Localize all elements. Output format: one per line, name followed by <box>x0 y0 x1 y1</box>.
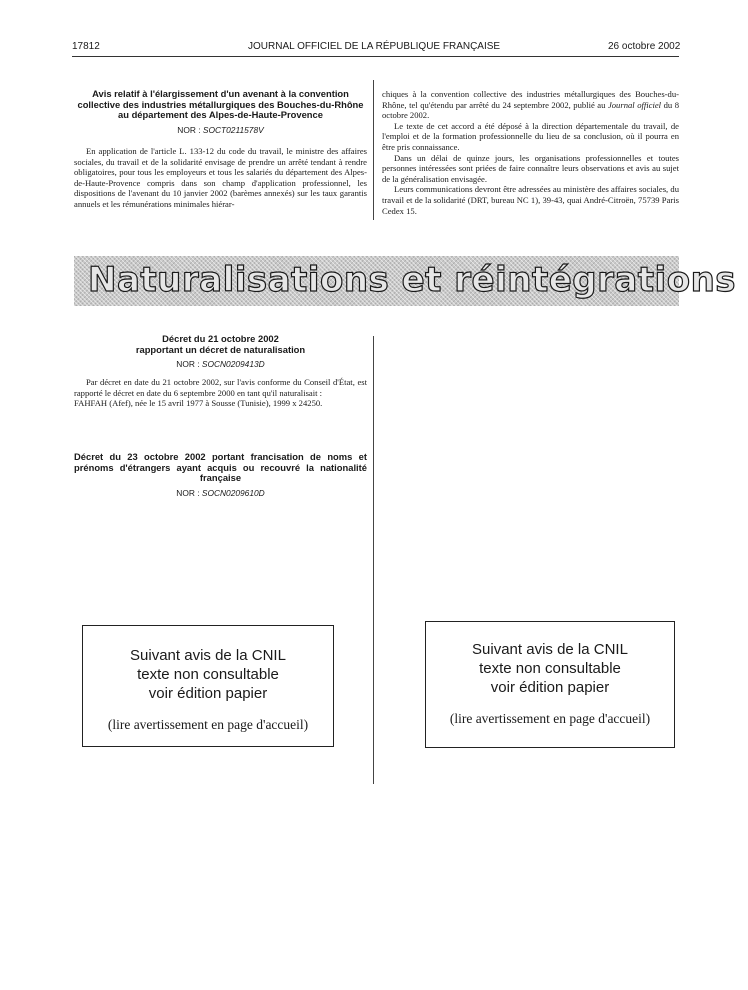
avis-right-p1-end: du 8 octobre 2002. <box>382 99 679 121</box>
section-banner <box>74 256 737 306</box>
column-divider-bottom <box>373 336 374 784</box>
avis-nor <box>74 125 367 135</box>
cnil-line1: Suivant avis de la CNIL <box>472 641 628 658</box>
decret2-nor-code: SOCN0209610D <box>201 488 265 498</box>
decret1-title-line1: Décret du 21 octobre 2002 <box>162 333 279 344</box>
avis-right-text <box>382 89 679 216</box>
cnil-line2: texte non consultable <box>137 666 279 683</box>
decret1-paragraph: Par décret en date du 21 octobre 2002, sur l'avis conforme du Conseil d'État, est rapporté le décret en date du 6 septembre 2000 en tant qu'il naturalisait : <box>74 377 367 398</box>
avis-nor-code: SOCT0211578V <box>202 125 264 135</box>
cnil-line1: Suivant avis de la CNIL <box>130 647 286 664</box>
avis-right-paragraph-1 <box>382 89 679 121</box>
avis-right-paragraph-2: Le texte de cet accord a été déposé à la direction départementale du travail, de l'emploi et de la formation professionnelle du lieu de sa conclusion, où il pourra en être pris connaissance. <box>382 120 679 152</box>
avis-nor-label: NOR : <box>177 125 201 135</box>
decret1-title <box>74 334 367 355</box>
page-number: 17812 <box>72 41 100 52</box>
avis-right-paragraph-4: Leurs communications devront être adressées au ministère des affaires sociales, du travail et de la solidarité (DRT, bureau NC 1), 39-43, quai André-Citroën, 75739 Paris Cedex 15. <box>382 184 679 216</box>
cnil-line4: (lire avertissement en page d'accueil) <box>449 711 651 726</box>
decret2-nor-label: NOR : <box>176 488 200 498</box>
journal-title: JOURNAL OFFICIEL DE LA RÉPUBLIQUE FRANÇAISE <box>248 41 501 52</box>
cnil-notice-right <box>425 621 675 748</box>
banner-title: Naturalisations et réintégrations <box>88 260 737 300</box>
issue-date: 26 octobre 2002 <box>608 41 681 52</box>
cnil-line2: texte non consultable <box>479 660 621 677</box>
cnil-line3: voir édition papier <box>490 679 610 696</box>
column-divider-top <box>373 80 374 220</box>
decret1-nor <box>74 359 367 369</box>
avis-right-p1-italic: Journal officiel <box>607 99 662 110</box>
decret2-title: Décret du 23 octobre 2002 portant francisation de noms et prénoms d'étrangers ayant acquis ou recouvré la nationalité française <box>74 451 367 484</box>
decret1-nor-code: SOCN0209413D <box>201 359 265 369</box>
avis-title: Avis relatif à l'élargissement d'un avenant à la convention collective des industries métallurgiques des Bouches-du-Rhône au département des Alpes-de-Haute-Provence <box>77 88 364 121</box>
cnil-line4: (lire avertissement en page d'accueil) <box>107 717 309 732</box>
decret2-nor <box>74 488 367 498</box>
avis-left-text <box>74 146 367 210</box>
header-rule <box>72 56 679 57</box>
decret1-person: FAHFAH (Afef), née le 15 avril 1977 à Sousse (Tunisie), 1999 x 24250. <box>74 398 323 409</box>
decret1-text <box>74 377 367 409</box>
decret1-title-line2: rapportant un décret de naturalisation <box>135 343 306 355</box>
avis-left-paragraph: En application de l'article L. 133-12 du code du travail, le ministre des affaires sociales, du travail et de la solidarité envisage de prendre un arrêté tendant à rendre obligatoires, pour tous les employeurs et tous les salariés du département des Alpes-de-Haute-Provence compris dans son champ d'application professionnel, les dispositions de l'avenant du 10 janvier 2002 (barèmes annexés) sur les taux garantis annuels et les rémunérations minimales hiérar- <box>74 146 367 209</box>
avis-right-paragraph-3: Dans un délai de quinze jours, les organisations professionnelles et toutes personnes intéressées sont priées de faire connaître leurs observations et avis au sujet de la généralisation envisagée. <box>382 152 679 184</box>
avis-right-p1-start: chiques à la convention collective des industries métallurgiques des Bouches-du-Rhône, tel qu'étendu par arrêté du 24 septembre 2002, publié au <box>382 89 679 110</box>
cnil-line3: voir édition papier <box>148 685 268 702</box>
cnil-notice-left <box>82 625 334 747</box>
decret1-nor-label: NOR : <box>176 359 200 369</box>
